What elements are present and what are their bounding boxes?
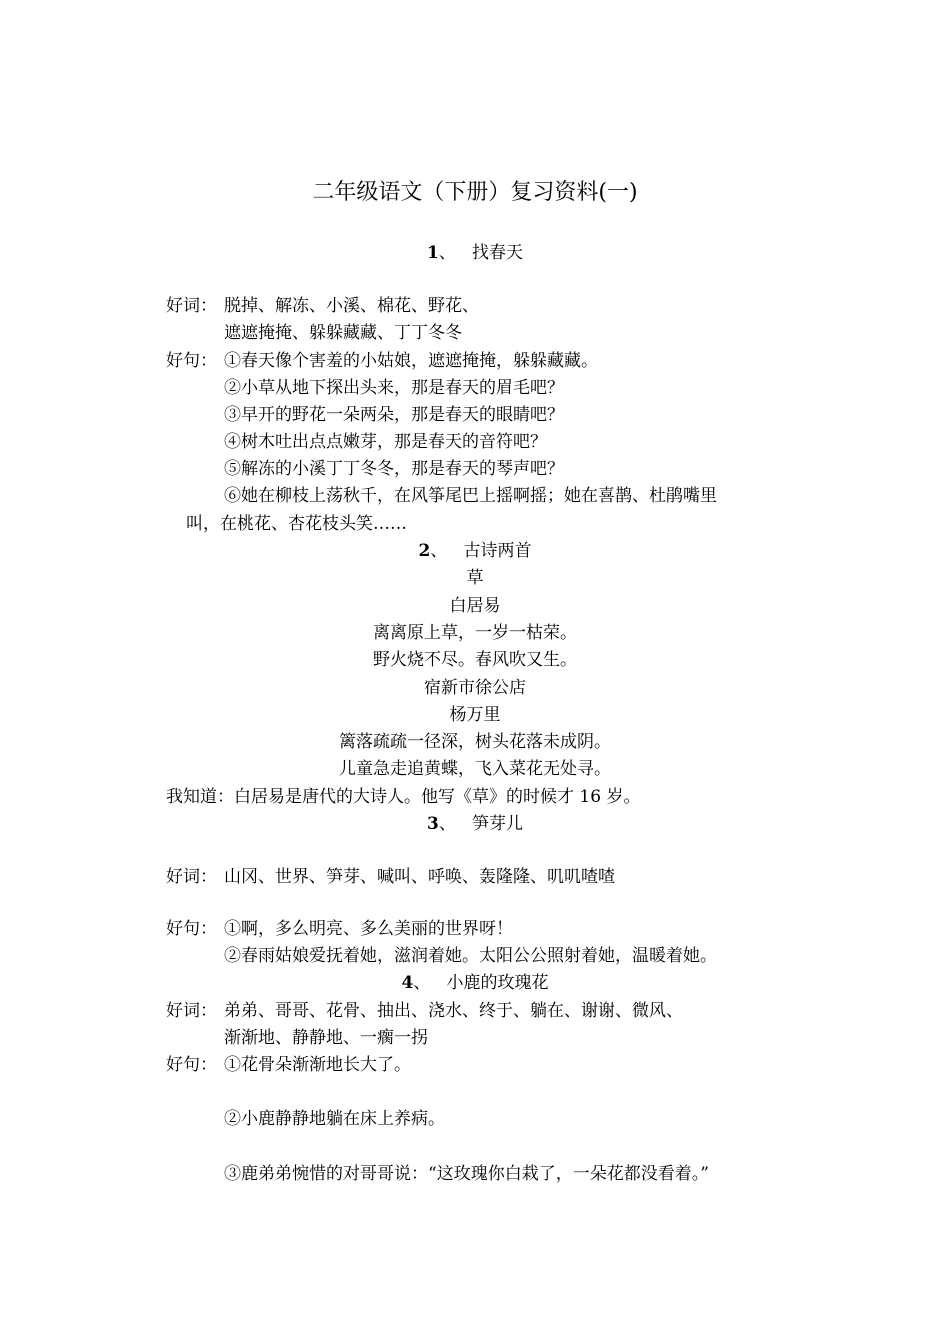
section-4-title: 小鹿的玫瑰花 bbox=[446, 973, 549, 993]
section-2-number: 2 bbox=[418, 541, 431, 561]
section-1-sentence-4: ④树木吐出点点嫩芽，那是春天的音符吧？ bbox=[224, 432, 547, 452]
poem-2-title: 宿新市徐公店 bbox=[424, 678, 526, 698]
section-3-sentence-1: ①啊，多么明亮、多么美丽的世界呀！ bbox=[224, 919, 513, 939]
section-4-separator: 、 bbox=[413, 973, 431, 993]
section-3-separator: 、 bbox=[438, 814, 456, 834]
poem-1-line-1: 离离原上草，一岁一枯荣。 bbox=[373, 623, 577, 643]
section-1-words-label: 好词： bbox=[166, 296, 217, 316]
section-3-words: 山冈、世界、笋芽、喊叫、呼唤、轰隆隆、叽叽喳喳 bbox=[224, 867, 615, 887]
section-3-sentence-2: ②春雨姑娘爱抚着她，滋润着她。太阳公公照射着她，温暖着她。 bbox=[224, 946, 717, 966]
section-3-sentences-label: 好句： bbox=[166, 919, 217, 939]
section-4-words-line-1: 弟弟、哥哥、花骨、抽出、浇水、终于、躺在、谢谢、微风、 bbox=[224, 1001, 683, 1021]
section-4-sentence-2: ②小鹿静静地躺在床上养病。 bbox=[224, 1109, 445, 1129]
section-2-title: 古诗两首 bbox=[463, 541, 532, 561]
section-4-words-label: 好词： bbox=[166, 1001, 217, 1021]
section-1-number: 1 bbox=[426, 243, 439, 263]
section-3-heading bbox=[0, 813, 950, 835]
section-1-sentence-2: ②小草从地下探出头来，那是春天的眉毛吧？ bbox=[224, 378, 564, 398]
page-title: 二年级语文（下册）复习资料(一) bbox=[312, 180, 638, 205]
section-4-sentence-1: ①花骨朵渐渐地长大了。 bbox=[224, 1055, 411, 1075]
section-1-words-line-1: 脱掉、解冻、小溪、棉花、野花、 bbox=[224, 296, 479, 316]
poem-2-line-1: 篱落疏疏一径深，树头花落未成阴。 bbox=[339, 732, 611, 752]
section-1-words-line-2: 遮遮掩掩、躲躲藏藏、丁丁冬冬 bbox=[224, 323, 462, 343]
poem-2-author: 杨万里 bbox=[449, 705, 501, 725]
section-1-sentence-6-continued: 叫，在桃花、杏花枝头笑…… bbox=[186, 514, 407, 534]
section-1-sentence-1: ①春天像个害羞的小姑娘，遮遮掩掩，躲躲藏藏。 bbox=[224, 351, 598, 371]
section-4-number: 4 bbox=[401, 973, 414, 993]
section-3-number: 3 bbox=[426, 814, 439, 834]
poem-2-line-2: 儿童急走追黄蝶，飞入菜花无处寻。 bbox=[339, 759, 611, 779]
section-1-separator: 、 bbox=[438, 243, 456, 263]
section-1-sentences-label: 好句： bbox=[166, 351, 217, 371]
section-4-sentence-3: ③鹿弟弟惋惜的对哥哥说：“这玫瑰你白栽了，一朵花都没看着。” bbox=[224, 1164, 709, 1184]
section-1-sentence-6: ⑥她在柳枝上荡秋千，在风筝尾巴上摇啊摇；她在喜鹊、杜鹃嘴里 bbox=[224, 486, 717, 506]
section-3-title: 笋芽儿 bbox=[472, 814, 524, 834]
section-4-sentences-label: 好句： bbox=[166, 1055, 217, 1075]
section-4-words-line-2: 渐渐地、静静地、一瘸一拐 bbox=[224, 1028, 428, 1048]
section-1-sentence-5: ⑤解冻的小溪丁丁冬冬，那是春天的琴声吧？ bbox=[224, 459, 564, 479]
poem-1-line-2: 野火烧不尽。春风吹又生。 bbox=[373, 650, 577, 670]
section-1-heading bbox=[0, 242, 950, 264]
poem-1-title: 草 bbox=[466, 568, 484, 588]
section-2-heading bbox=[0, 540, 950, 562]
section-3-words-label: 好词： bbox=[166, 867, 217, 887]
section-2-know-note: 我知道：白居易是唐代的大诗人。他写《草》的时候才 16 岁。 bbox=[166, 787, 641, 807]
section-2-separator: 、 bbox=[430, 541, 448, 561]
section-4-heading bbox=[0, 972, 950, 994]
section-1-title: 找春天 bbox=[472, 243, 524, 263]
poem-1-author: 白居易 bbox=[449, 596, 501, 616]
section-1-sentence-3: ③早开的野花一朵两朵，那是春天的眼睛吧？ bbox=[224, 405, 564, 425]
